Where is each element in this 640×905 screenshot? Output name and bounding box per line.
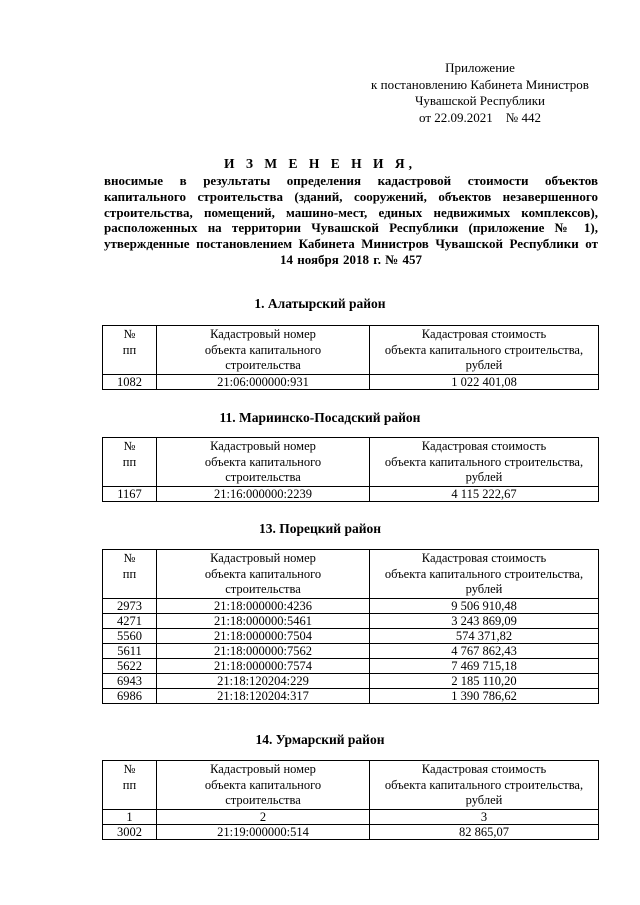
table-row: [103, 658, 599, 673]
cadastral-table: [102, 437, 599, 502]
section-title: 14. Урмарский район: [255, 732, 385, 747]
cell-num: 1167: [103, 486, 157, 501]
cell-value: 3 243 869,09: [370, 613, 599, 628]
header-value: Кадастровая стоимость объекта капитального строительства, рублей: [370, 550, 599, 599]
cell-num: 2973: [103, 598, 157, 613]
header-num: № пп: [103, 550, 157, 599]
cell-num: 5611: [103, 643, 157, 658]
cell-cadastral: 21:18:000000:7574: [157, 658, 370, 673]
header-cadastral: Кадастровый номер объекта капитального строительства: [157, 438, 370, 487]
cell-num: 6986: [103, 688, 157, 703]
appendix-block: [330, 60, 630, 126]
cell-num: 3002: [103, 824, 157, 839]
cadastral-table: [102, 549, 599, 704]
header-cadastral: Кадастровый номер объекта капитального строительства: [157, 326, 370, 375]
cell-num: 5622: [103, 658, 157, 673]
header-num: № пп: [103, 438, 157, 487]
header-value: Кадастровая стоимость объекта капитального строительства, рублей: [370, 326, 599, 375]
cell-value: 9 506 910,48: [370, 598, 599, 613]
cadastral-table: [102, 760, 599, 840]
appendix-line: Приложение: [445, 60, 515, 75]
header-value: Кадастровая стоимость объекта капитального строительства, рублей: [370, 438, 599, 487]
table-row: [103, 628, 599, 643]
cell-cadastral: 21:18:000000:7504: [157, 628, 370, 643]
table-header-row: [103, 438, 599, 487]
cell-cadastral: 21:18:000000:5461: [157, 613, 370, 628]
cell-value: 4 115 222,67: [370, 486, 599, 501]
header-num: № пп: [103, 761, 157, 810]
cell-num: 6943: [103, 673, 157, 688]
header-cadastral: Кадастровый номер объекта капитального строительства: [157, 550, 370, 599]
cell-cadastral: 21:18:000000:4236: [157, 598, 370, 613]
table-row: [103, 824, 599, 839]
section-title: 11. Мариинско-Посадский район: [219, 410, 421, 425]
cell-value: 1 022 401,08: [370, 374, 599, 389]
cell-num: 1: [103, 809, 157, 824]
table-row: [103, 613, 599, 628]
table-header-row: [103, 550, 599, 599]
cell-cadastral: 21:19:000000:514: [157, 824, 370, 839]
cell-value: 7 469 715,18: [370, 658, 599, 673]
table-row: [103, 688, 599, 703]
cell-value: 4 767 862,43: [370, 643, 599, 658]
cell-cadastral: 21:16:000000:2239: [157, 486, 370, 501]
cell-num: 1082: [103, 374, 157, 389]
header-num: № пп: [103, 326, 157, 375]
appendix-line: к постановлению Кабинета Министров: [371, 76, 589, 92]
cell-value: 82 865,07: [370, 824, 599, 839]
header-value: Кадастровая стоимость объекта капитального строительства, рублей: [370, 761, 599, 810]
document-heading: И З М Е Н Е Н И Я,: [223, 156, 416, 171]
cell-cadastral: 21:18:120204:317: [157, 688, 370, 703]
cell-value: 574 371,82: [370, 628, 599, 643]
section-title: 1. Алатырский район: [254, 296, 386, 311]
cell-cadastral: 21:06:000000:931: [157, 374, 370, 389]
section-title: 13. Порецкий район: [258, 521, 382, 536]
table-row: [103, 673, 599, 688]
cell-value: 2 185 110,20: [370, 673, 599, 688]
cell-value: 3: [370, 809, 599, 824]
table-column-numbers-row: [103, 809, 599, 824]
appendix-date-number: от 22.09.2021 № 442: [419, 109, 541, 125]
header-cadastral: Кадастровый номер объекта капитального строительства: [157, 761, 370, 810]
cell-num: 5560: [103, 628, 157, 643]
table-row: [103, 598, 599, 613]
cadastral-table: [102, 325, 599, 390]
table-header-row: [103, 326, 599, 375]
cell-value: 1 390 786,62: [370, 688, 599, 703]
table-row: [103, 486, 599, 501]
cell-num: 4271: [103, 613, 157, 628]
table-row: [103, 374, 599, 389]
appendix-line: Чувашской Республики: [414, 93, 546, 108]
table-header-row: [103, 761, 599, 810]
cell-cadastral: 21:18:120204:229: [157, 673, 370, 688]
document-intro: вносимые в результаты определения кадастровой стоимости объектов капитального строительства (зданий, сооружений, объектов незавершенного строительства, помещений, машино-мест, единых недвижимых комплексов), расположенных на территории Чувашской Республики (приложение № 1), утвержденные постановлением Кабинета Министров Чувашской Республики от 14 ноября 2018 г. № 457: [104, 173, 598, 267]
cell-cadastral: 2: [157, 809, 370, 824]
cell-cadastral: 21:18:000000:7562: [157, 643, 370, 658]
table-row: [103, 643, 599, 658]
